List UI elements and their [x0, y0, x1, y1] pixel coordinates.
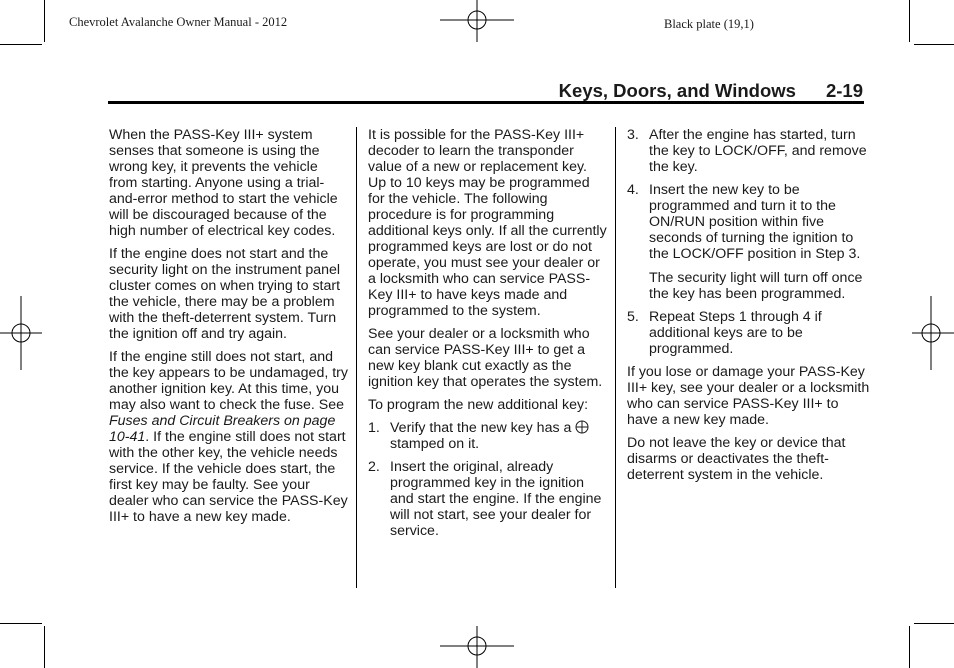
registration-mark-top — [440, 0, 516, 44]
paragraph: See your dealer or a locksmith who can service PASS-Key III+ to get a new key blank cut exactly as the ignition key that operates the system. — [368, 326, 603, 390]
page-number: 2-19 — [825, 80, 863, 101]
paragraph: If you lose or damage your PASS-Key III+ key, see your dealer or a locksmith who can service PASS-Key III+ to have a new key made. — [627, 364, 870, 428]
paragraph: To program the new additional key: — [368, 397, 589, 413]
paragraph: If the engine still does not start, and the key appears to be undamaged, try another ignition key. At this time, you may also want to check the fuse. See Fuses and Circuit Breakers on page 10-41. If the engine still does not start with the other key, the vehicle needs service. If the vehicle does start, the first key may be faulty. See your dealer who can service the PASS-Key III+ to have a new key made. — [109, 349, 348, 525]
paragraph: If the engine does not start and the security light on the instrument panel cluster comes on when trying to start the vehicle, there may be a problem with the theft-deterrent system. Turn the ignition off and try again. — [109, 246, 341, 342]
list-item: 5. Repeat Steps 1 through 4 if additional keys are to be programmed. — [627, 309, 822, 357]
column-2 — [368, 127, 608, 546]
column-divider-1 — [356, 127, 357, 588]
section-title: Keys, Doors, and Windows — [558, 80, 796, 101]
cross-reference: Fuses and Circuit Breakers on page 10-41 — [109, 413, 336, 445]
key-symbol-icon — [575, 420, 589, 434]
list-item: 2. Insert the original, already programmed key in the ignition and start the engine. If the engine will not start, see your dealer for service. — [368, 459, 602, 539]
paragraph: It is possible for the PASS-Key III+ decoder to learn the transponder value of a new or replacement key. Up to 10 keys may be programmed for the vehicle. The following procedure is for programming additional keys only. If all the currently programmed keys are lost or do not operate, you must see your dealer or a locksmith who can service PASS-Key III+ to have keys made and programmed to the system. — [368, 127, 607, 319]
list-item: 4. Insert the new key to be programmed and turn it to the ON/RUN position within five seconds of turning the ignition to the LOCK/OFF position in Step 3. The security light will turn off once the key has been programmed. — [627, 182, 863, 302]
plate-label: Black plate (19,1) — [664, 17, 754, 31]
column-3 — [627, 127, 872, 490]
paragraph: Do not leave the key or device that disarms or deactivates the theft-deterrent system in the vehicle. — [627, 435, 846, 483]
column-1 — [109, 127, 349, 532]
paragraph: When the PASS-Key III+ system senses that someone is using the wrong key, it prevents the vehicle from starting. Anyone using a trial-and-error method to start the vehicle will be discouraged because of the high number of electrical key codes. — [109, 127, 338, 239]
list-item: 1. Verify that the new key has a stamped on it. — [368, 420, 608, 452]
section-heading — [559, 80, 863, 102]
registration-mark-left — [0, 296, 44, 372]
registration-mark-right — [910, 296, 954, 372]
list-item: 3. After the engine has started, turn the key to LOCK/OFF, and remove the key. — [627, 127, 867, 175]
registration-mark-bottom — [440, 626, 516, 668]
manual-title: Chevrolet Avalanche Owner Manual - 2012 — [69, 15, 288, 29]
title-rule — [108, 101, 864, 104]
column-divider-2 — [615, 127, 616, 588]
